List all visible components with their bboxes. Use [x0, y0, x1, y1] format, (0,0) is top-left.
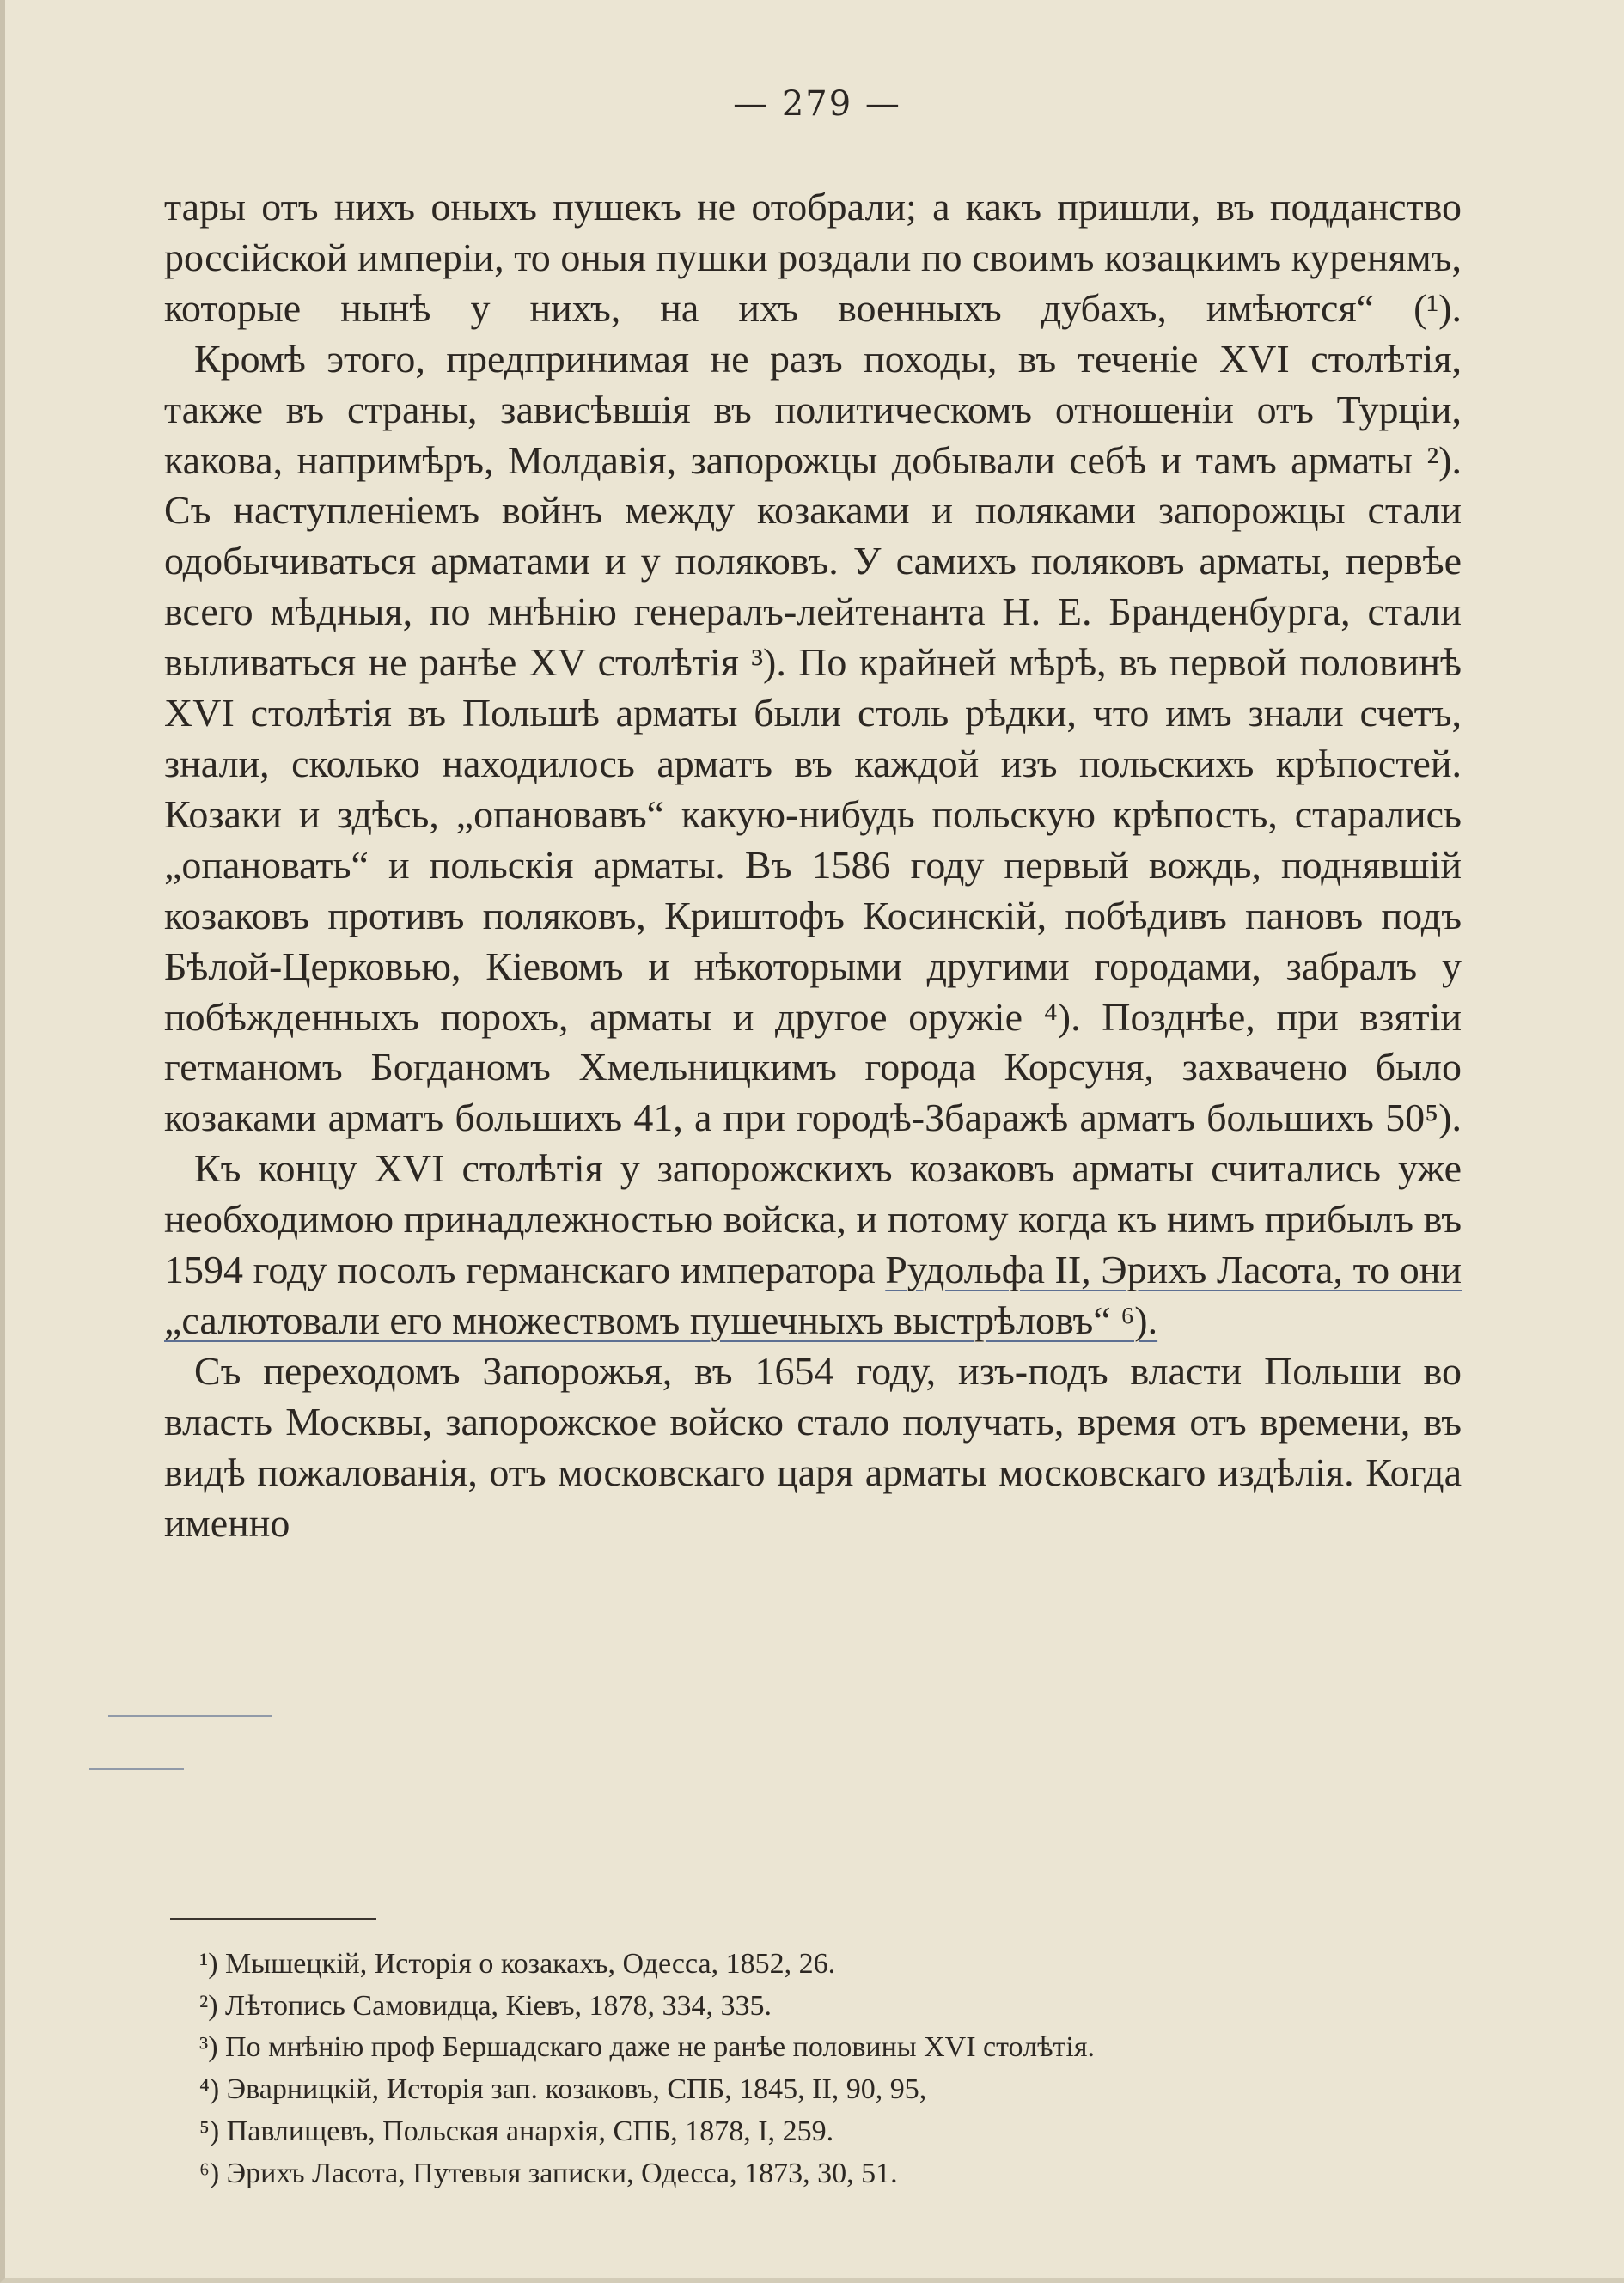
footnote-2: ²) Лѣтопись Самовидца, Кіевъ, 1878, 334, 335. [199, 1989, 772, 2022]
page-number: — 279 — [733, 84, 901, 124]
footnote-4: ⁴) Эварницкій, Исторія зап. козаковъ, СПБ, 1845, II, 90, 95, [199, 2073, 927, 2106]
footnote-6: ⁶) Эрихъ Ласота, Путевыя записки, Одесса, 1873, 30, 51. [199, 2157, 898, 2189]
footnotes [199, 1944, 1471, 2194]
paragraph-end-of-16th-century [164, 1144, 1462, 1346]
footnote-5: ⁵) Павлищевъ, Польская анархія, СПБ, 1878, I, 259. [199, 2115, 834, 2147]
pencil-mark-line [108, 1715, 272, 1717]
pencil-mark-line [89, 1768, 184, 1770]
paragraph-armaments-16th-century: Кромѣ этого, предпринимая не разъ походы, въ теченіе XVI столѣтія, также въ страны, зависѣвшія въ политическомъ отношеніи отъ Турціи, какова, напримѣръ, Молдавія, запорожцы добывали себѣ и тамъ арматы ²). Съ наступленіемъ войнъ между козаками и поляками запорожцы стали одобычиваться арматами и у поляковъ. У самихъ поляковъ арматы, первѣе всего мѣдныя, по мнѣнію генералъ-лейтенанта Н. Е. Бранденбурга, стали выливаться не ранѣе XV столѣтія ³). По крайней мѣрѣ, въ первой половинѣ XVI столѣтія въ Польшѣ арматы были столь рѣдки, что имъ знали счетъ, знали, сколько находилось арматъ въ каждой изъ польскихъ крѣпостей. Козаки и здѣсь, „опановавъ“ какую-нибудь польскую крѣпость, старались „опановать“ и польскія арматы. Въ 1586 году первый вождь, поднявшій козаковъ противъ поляковъ, Криштофъ Косинскій, побѣдивъ пановъ подъ Бѣлой-Церковью, Кіевомъ и нѣкоторыми другими городами, забралъ у побѣжденныхъ порохъ, арматы и другое оружіе ⁴). Позднѣе, при взятіи гетманомъ Богданомъ Хмельницкимъ города Корсуня, захвачено было козаками арматъ большихъ 41, а при городѣ-Збаражѣ арматъ большихъ 50⁵). [164, 336, 1462, 1140]
main-text [164, 182, 1462, 1548]
footnote-1: ¹) Мышецкій, Исторія о козакахъ, Одесса, 1852, 26. [199, 1948, 836, 1980]
paragraph-continuation: тары отъ нихъ оныхъ пушекъ не отобрали; а какъ пришли, въ подданство россійской имперіи, то оныя пушки роздали по своимъ козацкимъ куренямъ, которые нынѣ у нихъ, на ихъ военныхъ дубахъ, имѣются“ (¹). [164, 185, 1462, 330]
paragraph-end-of-16th-century-text: Къ концу XVI столѣтія у запорожскихъ козаковъ арматы считались уже необходимою принадлежностью войска, и потому когда къ нимъ прибылъ въ 1594 году посолъ германскаго императора [164, 1146, 1462, 1292]
underlined-passage: Рудольфа II, Эрихъ Ласота, то они „салютовали его множествомъ пушечныхъ выстрѣловъ“ ⁶). [164, 1248, 1462, 1342]
footnote-separator [170, 1918, 376, 1920]
footnote-3: ³) По мнѣнію проф Бершадскаго даже не ранѣе половины XVI столѣтія. [199, 2031, 1095, 2064]
paragraph-transition-to-moscow: Съ переходомъ Запорожья, въ 1654 году, изъ-подъ власти Польши во власть Москвы, запорожское войско стало получать, время отъ времени, въ видѣ пожалованія, отъ московскаго царя арматы московскаго издѣлія. Когда именно [164, 1348, 1462, 1545]
